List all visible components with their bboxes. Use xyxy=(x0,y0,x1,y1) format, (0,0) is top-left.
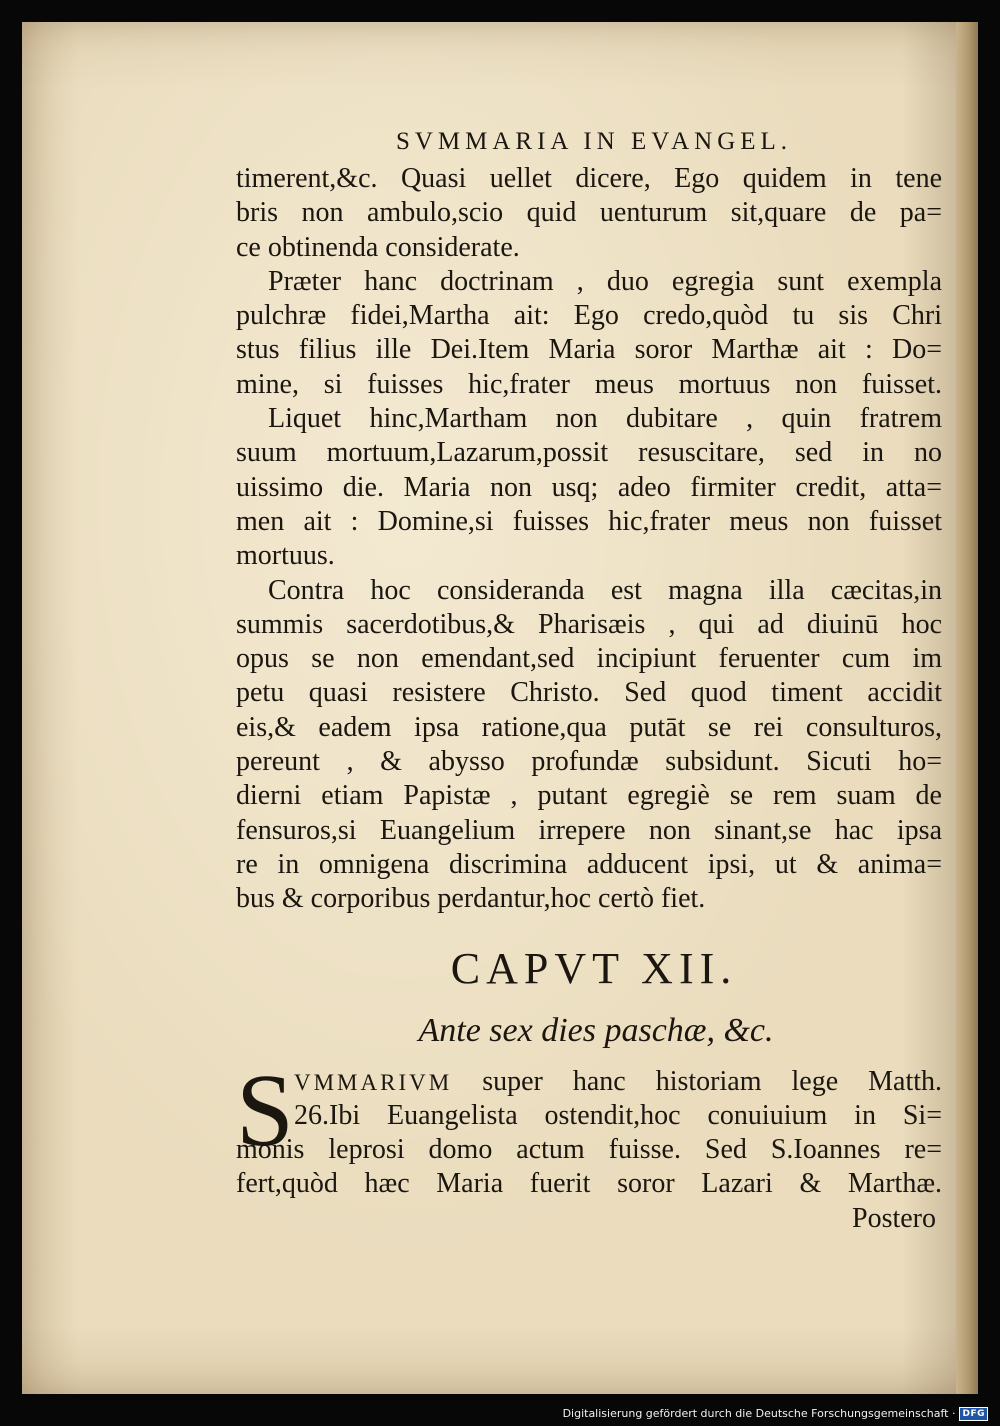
text-line: stus filius ille Dei.Item Maria soror Marthæ ait : Do= xyxy=(236,334,942,366)
text-line: dierni etiam Papistæ , putant egregiè se rem suam de xyxy=(236,780,942,812)
book-page xyxy=(22,22,978,1394)
text-line: mine, si fuisses hic,frater meus mortuus non fuisset. xyxy=(236,368,942,400)
catchword: Postero xyxy=(852,1202,936,1234)
paragraph-4 xyxy=(236,574,942,917)
summary-lead: VMMARIVM xyxy=(294,1069,453,1095)
text-line: bus & corporibus perdantur,hoc certò fiet. xyxy=(236,883,706,915)
paragraph-3 xyxy=(236,402,942,573)
text-line: opus se non emendant,sed incipiunt feruenter cum im xyxy=(236,643,942,675)
text-line: eis,& eadem ipsa ratione,qua putāt se rei consulturos, xyxy=(236,711,942,743)
text-line: ce obtinenda considerate. xyxy=(236,231,520,263)
text-line xyxy=(236,1065,942,1099)
text-line: uissimo die. Maria non usq; adeo firmiter credit, atta= xyxy=(236,471,942,503)
footer-credit: Digitalisierung gefördert durch die Deutsche Forschungsgemeinschaft · xyxy=(562,1407,956,1420)
text-line: fensuros,si Euangelium irrepere non sinant,se hac ipsa xyxy=(236,814,942,846)
text-line: bris non ambulo,scio quid uenturum sit,quare de pa= xyxy=(236,197,942,229)
text-line: Contra hoc consideranda est magna illa cæcitas,in xyxy=(268,574,942,606)
page-edge xyxy=(956,22,978,1394)
text-line: summis sacerdotibus,& Pharisæis , qui ad diuinū hoc xyxy=(236,608,942,640)
text-line: pulchræ fidei,Martha ait: Ego credo,quòd tu sis Chri xyxy=(236,300,942,332)
text-line: mortuus. xyxy=(236,540,335,572)
text-line: petu quasi resistere Christo. Sed quod timent accidit xyxy=(236,677,942,709)
dfg-logo-icon: DFG xyxy=(959,1407,988,1421)
text-line: fert,quòd hæc Maria fuerit soror Lazari & Marthæ. xyxy=(236,1168,942,1200)
running-head: SVMMARIA IN EVANGEL. xyxy=(395,128,793,155)
text-line: re in omnigena discrimina adducent ipsi, ut & anima= xyxy=(236,848,942,880)
text-line: 26.Ibi Euangelista ostendit,hoc conuiuium in Si= xyxy=(294,1099,942,1131)
text-line: Præter hanc doctrinam , duo egregia sunt exempla xyxy=(268,265,942,297)
paragraph-1 xyxy=(236,162,942,265)
chapter-subtitle: Ante sex dies paschæ, &c. xyxy=(418,1011,774,1049)
text-line: men ait : Domine,si fuisses hic,frater meus non fuisset xyxy=(236,505,942,537)
text-block xyxy=(236,122,942,1236)
paragraph-2 xyxy=(236,265,942,402)
text-line: Liquet hinc,Martham non dubitare , quin fratrem xyxy=(268,403,942,435)
summary-paragraph xyxy=(236,1052,942,1202)
chapter-title: CAPVT XII. xyxy=(450,943,738,993)
text-line: timerent,&c. Quasi uellet dicere, Ego quidem in tene xyxy=(236,163,942,194)
summary-first-line: super hanc historiam lege Matth. xyxy=(482,1065,942,1097)
text-line: suum mortuum,Lazarum,possit resuscitare, sed in no xyxy=(236,437,942,469)
text-line: monis leprosi domo actum fuisse. Sed S.Ioannes re= xyxy=(236,1134,942,1166)
text-line: pereunt , & abysso profundæ subsidunt. Sicuti ho= xyxy=(236,746,942,778)
digitization-footer xyxy=(563,1404,988,1424)
drop-cap: S xyxy=(236,1052,294,1168)
